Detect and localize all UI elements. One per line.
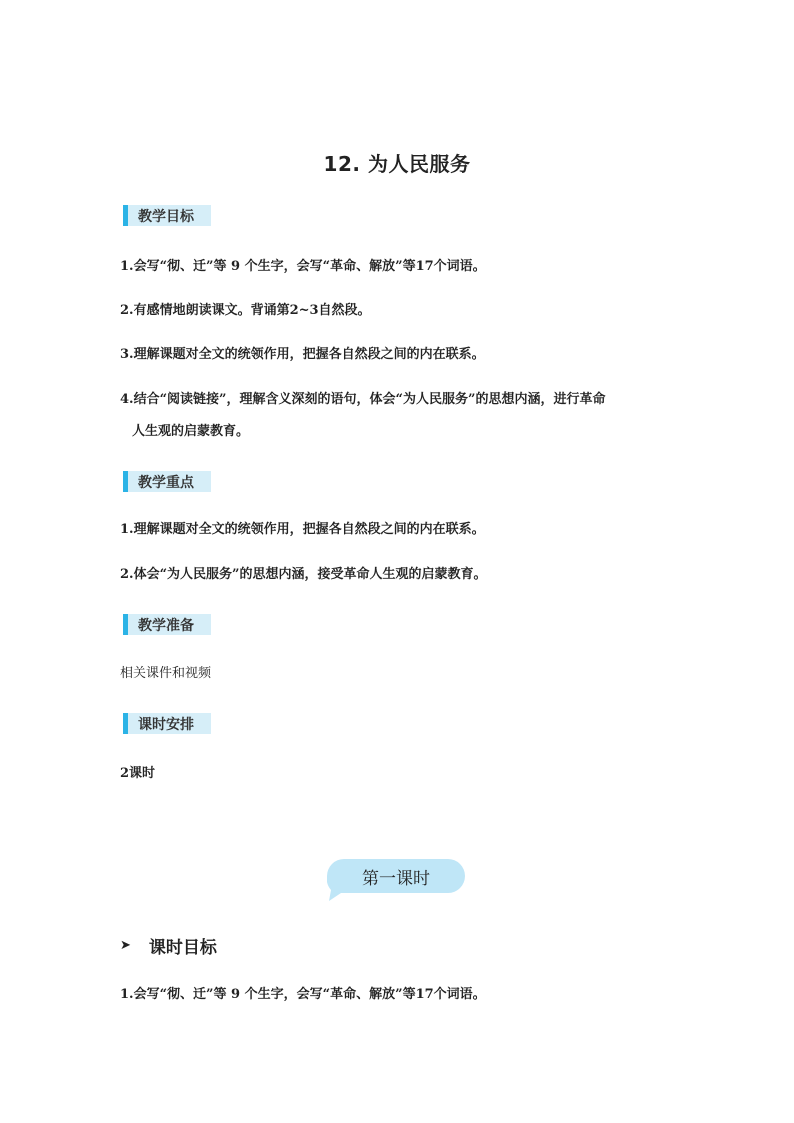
key-point-item-2: 2.体会“为人民服务”的思想内涵，接受革命人生观的启蒙教育。 <box>120 567 487 582</box>
section-tag-label: 教学目标 <box>128 205 211 226</box>
lesson-badge <box>327 859 465 901</box>
section-tag-objectives <box>123 205 211 226</box>
objective-item-4-continued: 人生观的启蒙教育。 <box>132 424 250 439</box>
section-tag-preparation <box>123 614 211 635</box>
lesson-goals-heading <box>120 933 217 958</box>
key-point-item-1: 1.理解课题对全文的统领作用，把握各自然段之间的内在联系。 <box>120 522 485 537</box>
objective-item-2: 2.有感情地朗读课文。背诵第2~3自然段。 <box>120 303 371 318</box>
section-tag-label: 教学准备 <box>128 614 211 635</box>
section-tag-label: 课时安排 <box>128 713 211 734</box>
objective-item-4: 4.结合“阅读链接”，理解含义深刻的语句，体会“为人民服务”的思想内涵，进行革命 <box>120 392 606 407</box>
schedule-text: 2课时 <box>120 766 156 781</box>
lesson-goal-item-1: 1.会写“彻、迁”等 9 个生字，会写“革命、解放”等17个词语。 <box>120 987 486 1002</box>
objective-item-1: 1.会写“彻、迁”等 9 个生字，会写“革命、解放”等17个词语。 <box>120 259 486 274</box>
section-tag-key-points <box>123 471 211 492</box>
preparation-text: 相关课件和视频 <box>120 666 212 681</box>
lesson-badge-label: 第一课时 <box>362 868 430 889</box>
objective-item-3: 3.理解课题对全文的统领作用，把握各自然段之间的内在联系。 <box>120 347 485 362</box>
arrow-right-icon: ➤ <box>120 938 131 953</box>
section-tag-label: 教学重点 <box>128 471 211 492</box>
page-title: 12. 为人民服务 <box>323 152 471 176</box>
lesson-goals-heading-text: 课时目标 <box>148 938 217 958</box>
section-tag-schedule <box>123 713 211 734</box>
